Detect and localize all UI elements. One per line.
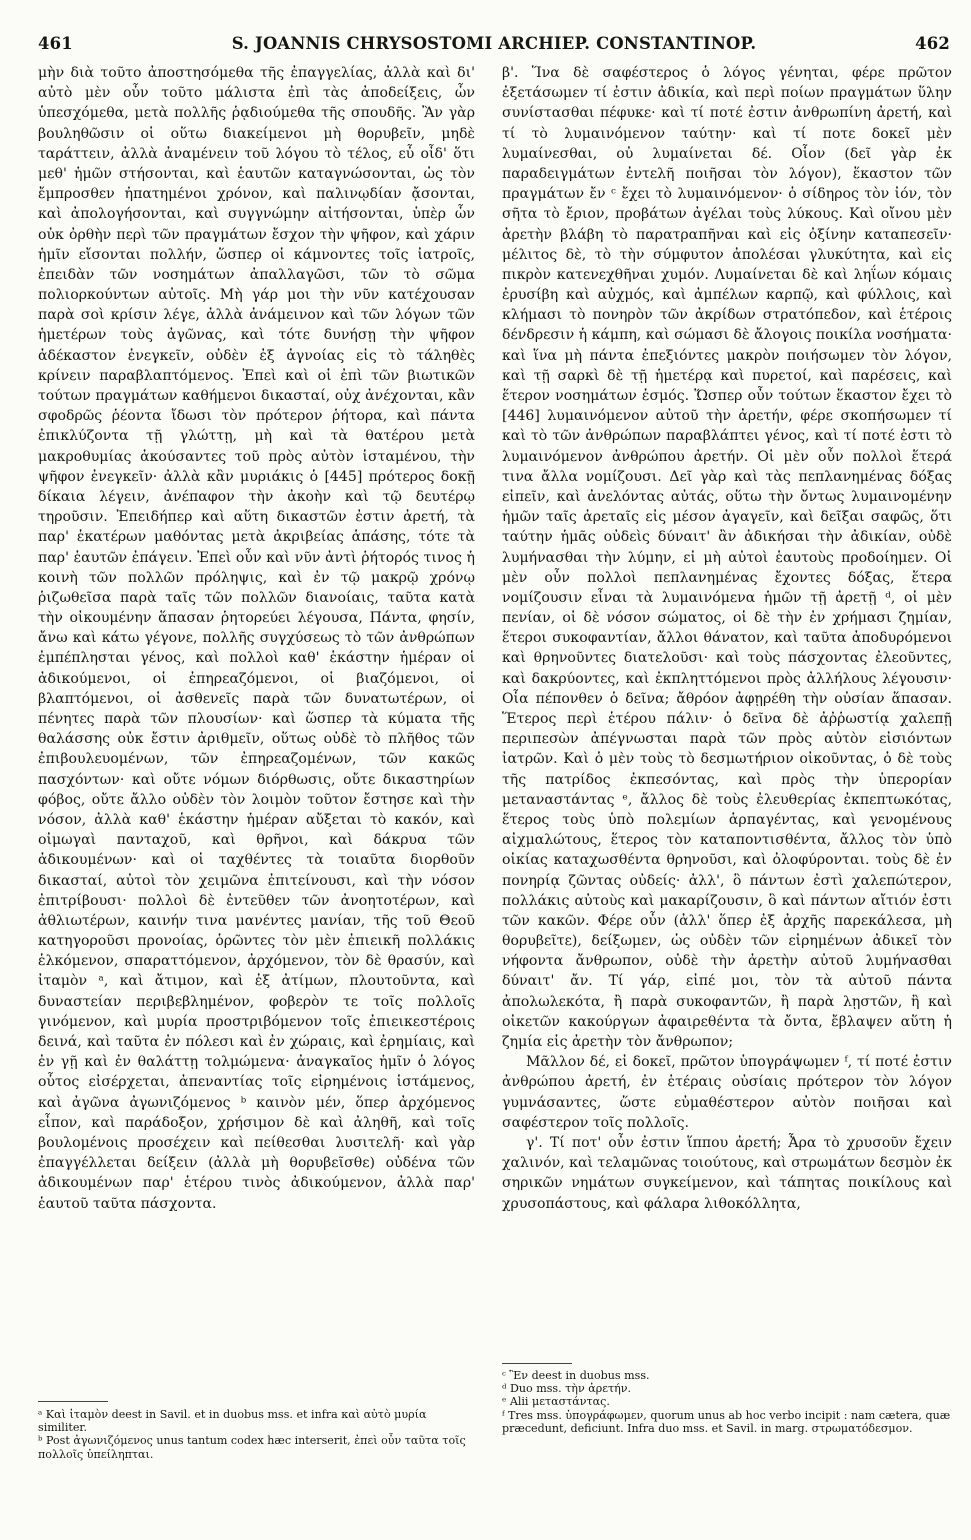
right-paragraph: β'. Ἵνα δὲ σαφέστερος ὁ λόγος γένηται, φέρε πρῶτον ἐξετάσωμεν τί ἐστιν ἀδικία, καὶ περὶ ποίων πραγμάτων ὕλην συνίστασθαι πέφυκε· καὶ τί ποτέ ἐστιν ἀνθρωπίνη ἀρετή, καὶ τί τὸ λυμαινόμενον ταύτην· καὶ τί ποτε δοκεῖ μὲν λυμαίνεσθαι, οὐ λυμαίνεται δέ. Οἷον (δεῖ γὰρ ἐκ παραδειγμάτων ἐντελῆ ποιῆσαι τὸν λόγον), ἕκαστον τῶν πραγμάτων ἔν ᶜ ἔχει τὸ λυμαινόμενον· ὁ σίδηρος τὸν ἰόν, τὸν σῆτα τὸ ἔριον, προβάτων ἀγέλαι τοὺς λύκους. Καὶ οἴνου μὲν ἀρετὴν βλάβη τὸ παρατραπῆναι καὶ εἰς ὀξίνην καταπεσεῖν· μέλιτος δὲ, τὸ τὴν σύμφυτον ἀπολέσαι γλυκύτητα, καὶ εἰς πικρὸν κατενεχθῆναι χυμόν. Λυμαίνεται δὲ καὶ ληΐων κόμαις ἐρυσίβη καὶ αὐχμός, καὶ ἀμπέλων καρπῷ, καὶ φύλλοις, καὶ κλήμασι τὸ πονηρὸν τῶν ἀκρίδων στρατόπεδον, καὶ ἑτέροις δένδρεσιν ἡ κάμπη, καὶ σώμασι δὲ ἄλογοις ποικίλα νοσήματα· καὶ ἵνα μὴ πάντα ἐπεξιόντες μακρὸν ποιήσωμεν τὸν λόγον, καὶ τῇ σαρκὶ δὲ τῇ ἡμετέρᾳ καὶ πυρετοί, καὶ παρέσεις, καὶ ἕτερον νοσημάτων ἑσμός. Ὥσπερ οὖν τούτων ἕκαστον ἔχει τὸ [446] λυμαινόμενον αὐτοῦ τὴν ἀρετήν, φέρε σκοπήσωμεν τί καὶ τὸ τῶν ἀνθρώπων παραβλάπτει γένος, καὶ τί ποτέ ἐστι τὸ λυμαινόμενον ἀνθρώπου ἀρετήν. Οἱ μὲν οὖν πολλοὶ ἕτερά τινα ἄλλα νομίζουσι. Δεῖ γὰρ καὶ τὰς πεπλανημένας δόξας εἰπεῖν, καὶ ἀνελόντας αὐτάς, οὕτω τὴν ὄντως λυμαινομένην ἡμῶν ταῖς ἀρεταῖς εἰς μέσον ἀγαγεῖν, καὶ δεῖξαι σαφῶς, ὅτι ταύτην ἡμᾶς οὐδεὶς δύναιτ' ἂν ἀδικήσαι τὴν ἀδικίαν, οὐδὲ λυμήνασθαι τὴν λύμην, εἰ μὴ αὐτοὶ ἑαυτοὺς προδοίημεν. Οἱ μὲν οὖν πολλοὶ πεπλανημένας ἔχοντες δόξας, ἕτερα νομίζουσιν εἶναι τὰ λυμαινόμενα ἡμῶν τῇ ἀρετῇ ᵈ, οἱ μὲν πενίαν, οἱ δὲ νόσον σώματος, οἱ δὲ τὴν ἐν χρήμασι ζημίαν, ἕτεροι συκοφαντίαν, ἄλλοι θάνατον, καὶ ταῦτα ἀποδυρόμενοι καὶ θρηνοῦντες διατελοῦσι· καὶ τοὺς πάσχοντας ἐλεοῦντες, καὶ δακρύοντες, καὶ ἐκπληττόμενοι πρὸς ἀλλήλους λέγουσιν· Οἷα πέπονθεν ὁ δεῖνα; ἄθρόον ἀφῃρέθη τὴν οὐσίαν ἅπασαν. Ἕτερος περὶ ἑτέρου πάλιν· ὁ δεῖνα δὲ ἀῤῥωστίᾳ χαλεπῇ περιπεσὼν ἀπέγνωσται παρὰ τῶν πρὸς αὐτὸν εἰσιόντων ἰατρῶν. Καὶ ὁ μὲν τοὺς τὸ δεσμωτήριον οἰκοῦντας, ὁ δὲ τοὺς τῆς πατρίδος ἐκπεσόντας, καὶ πρὸς τὴν ὑπερορίαν μεταναστάντας ᵉ, ἄλλος δὲ τοὺς ἐλευθερίας ἐκπεπτωκότας, ἕτερος τοὺς ὑπὸ πολεμίων ἁρπαγέντας, καὶ γενομένους αἰχμαλώτους, ἕτερος τὸν καταποντισθέντα, ἄλλος τὸν ὑπὸ οἰκίας καταχωσθέντα θρηνοῦσι, καὶ ὀλοφύρονται. τοὺς δὲ ἐν πονηρίᾳ ζῶντας οὐδείς· ἀλλ', ὃ πάντων ἐστὶ χαλεπώτερον, πολλάκις αὐτοὺς καὶ μακαρίζουσιν, ὃ καὶ πάντων αἴτιόν ἐστι τῶν κακῶν. Φέρε οὖν (ἀλλ' ὅπερ ἐξ ἀρχῆς παρεκάλεσα, μὴ θορυβεῖτε), δείξωμεν, ὡς οὐδὲν τῶν εἰρημένων ἀδικεῖ τὸν νήφοντα ἄνθρωπον, οὐδὲ τὴν ἀρετὴν αὐτοῦ λυμήνασθαι δύναιτ' ἄν. Τί γάρ, εἰπέ μοι, τὸν τὰ αὐτοῦ πάντα ἀπολωλεκότα, ἢ παρὰ συκοφαντῶν, ἢ παρὰ λῃστῶν, ἢ καὶ οἰκετῶν κακούργων ἀφαιρεθέντα τὰ ὄντα, ἔβλαψεν αὕτη ἡ ζημία εἰς ἀρετὴν τὸν ἄνθρωπον; — [502, 65, 952, 1050]
left-footnotes — [38, 1408, 475, 1461]
footnote-e: ᵉ Alii μεταστάντας. — [502, 1395, 610, 1409]
right-paragraph: Μᾶλλον δέ, εἰ δοκεῖ, πρῶτον ὑπογράψωμεν ᶠ, τί ποτέ ἐστιν ἀνθρώπου ἀρετή, ἐν ἑτέραις οὐσίαις πρότερον τὸν λόγον γυμνάσαντες, ὥστε εὐμαθέστερον αὐτὸν ποιῆσαι καὶ σαφέστερον τοῖς πολλοῖς. — [502, 1054, 952, 1131]
right-footnotes — [502, 1369, 952, 1435]
footnote-rule-right — [502, 1363, 572, 1364]
footnote-d: ᵈ Duo mss. τὴν ἀρετήν. — [502, 1382, 632, 1396]
running-header — [38, 34, 950, 58]
footnote-b: ᵇ Post ἀγωνιζόμενος unus tantum codex hæc interserit, ἐπεὶ οὖν ταῦτα τοῖς πολλοῖς ὑπείληπται. — [38, 1434, 466, 1461]
left-column-text: μὴν διὰ τοῦτο ἀποστησόμεθα τῆς ἐπαγγελίας, ἀλλὰ καὶ δι' αὐτὸ μὲν οὖν τοῦτο μάλιστα ἐπὶ τὰς ἀποδείξεις, ὧν ὑπεσχόμεθα, μετὰ πολλῆς ῥᾳδιούμεθα τῆς σπουδῆς. Ἂν γὰρ βουληθῶσιν οἱ οὕτω διακείμενοι μὴ θορυβεῖν, μηδὲ ταράττειν, ἀλλὰ ἀναμένειν τοῦ λόγου τὸ τέλος, εὖ οἶδ' ὅτι μεθ' ἡμῶν στήσονται, καὶ ἑαυτῶν καταγνώσονται, ὡς τὸν ἔμπροσθεν ἠπατημένοι χρόνον, καὶ παλινῳδίαν ᾄσονται, καὶ ἀπολογήσονται, καὶ συγγνώμην αἰτήσονται, ὑπὲρ ὧν οὐκ ὀρθὴν περὶ τῶν πραγμάτων ἔσχον τὴν ψῆφον, καὶ χάριν ἡμῖν εἴσονται πολλήν, ὥσπερ οἱ κάμνοντες τοῖς ἰατροῖς, ἐπειδὰν τῶν νοσημάτων ἀπαλλαγῶσι, τῶν τὸ σῶμα πολιορκούντων αὐτοῖς. Μὴ γάρ μοι τὴν νῦν κατέχουσαν παρὰ σοὶ κρίσιν λέγε, ἀλλὰ ἀνάμεινον καὶ τῶν λόγων τῶν ἡμετέρων τοὺς ἀγῶνας, καὶ τότε δυνήσῃ τὴν ψῆφον ἀδέκαστον ἐνεγκεῖν, οὐδὲν ἐξ ἀγνοίας εἰς τὸ τάληθὲς κρίνειν παραβλαπτόμενος. Ἐπεὶ καὶ οἱ ἐπὶ τῶν βιωτικῶν τούτων πραγμάτων καθήμενοι δικασταί, οὐχ ἀνέχονται, κἂν σφοδρῶς ῥέοντα ἴδωσι τὸν πρότερον ῥήτορα, καὶ πάντα ἐπικλύζοντα τῇ γλώττῃ, μὴ καὶ τὰ θατέρου μετὰ μακροθυμίας ἀκούσαντες τοῦ πρὸς αὐτὸν ἱσταμένου, τὴν ψῆφον ἐνεγκεῖν· ἀλλὰ κἂν μυριάκις ὁ [445] πρότερος δοκῇ δίκαια λέγειν, ἀνέπαφον τὴν ἀκοὴν καὶ τῷ δευτέρῳ τηροῦσιν. Ἐπειδήπερ καὶ αὕτη δικαστῶν ἐστιν ἀρετή, τὰ παρ' ἑκατέρων μαθόντας μετὰ ἀκριβείας ἁπάσης, τότε τὰ παρ' ἑαυτῶν ἐπάγειν. Ἐπεὶ οὖν καὶ νῦν ἀντὶ ῥήτορός τινος ἡ κοινὴ τῶν πολλῶν πρόληψις, καὶ ἐν τῷ μακρῷ χρόνῳ ῥιζωθεῖσα παρὰ ταῖς τῶν πολλῶν διανοίαις, ταῦτα κατὰ τὴν οἰκουμένην ἅπασαν ῥητορεύει λέγουσα, Πάντα, φησίν, ἄνω καὶ κάτω γέγονε, πολλῆς συγχύσεως τὸ τῶν ἀνθρώπων ἐμπέπλησται γένος, καὶ πολλοὶ καθ' ἑκάστην ἡμέραν οἱ ἀδικούμενοι, οἱ ἐπηρεαζόμενοι, οἱ βιαζόμενοι, οἱ βλαπτόμενοι, οἱ ἀσθενεῖς παρὰ τῶν δυνατωτέρων, οἱ πένητες παρὰ τῶν πλουσίων· καὶ ὥσπερ τὰ κύματα τῆς θαλάσσης οὐκ ἔστιν ἀριθμεῖν, οὕτως οὐδὲ τὸ πλῆθος τῶν ἐπιβουλευομένων, τῶν ἐπηρεαζομένων, τῶν κακῶς πασχόντων· καὶ οὔτε νόμων διόρθωσις, οὔτε δικαστηρίων φόβος, οὔτε ἄλλο οὐδὲν τὸν λοιμὸν τοῦτον ἔστησε καὶ τὴν νόσον, ἀλλὰ καθ' ἑκάστην ἡμέραν αὔξεται τὸ κακόν, καὶ οἰμωγαὶ πανταχοῦ, καὶ θρῆνοι, καὶ δάκρυα τῶν ἀδικουμένων· καὶ οἱ ταχθέντες τὰ τοιαῦτα διορθοῦν δικασταί, αὐτοὶ τὸν χειμῶνα ἐπιτείνουσι, καὶ τὴν νόσον ἐπιτρίβουσι· πολλοὶ δὲ ἐντεῦθεν τῶν ἀνοητοτέρων, καὶ ἀθλιωτέρων, καινήν τινα μανέντες μανίαν, τῆς τοῦ Θεοῦ κατηγοροῦσι προνοίας, ὁρῶντες τὸν μὲν ἐπιεικῆ πολλάκις ἑλκόμενον, σπαραττόμενον, ἀρχόμενον, τὸν δὲ θρασύν, καὶ ἰταμὸν ᵃ, καὶ ἄτιμον, καὶ ἐξ ἀτίμων, πλουτοῦντα, καὶ δυναστείαν περιβεβλημένον, φοβερὸν τε τοῖς πολλοῖς γινόμενον, καὶ μυρία προστριβόμενον τοῖς ἐπιεικεστέροις δεινά, καὶ ταῦτα ἐν πόλεσι καὶ ἐν χώραις, καὶ ἐρημίαις, καὶ ἐν γῇ καὶ ἐν θαλάττῃ τολμώμενα· ἀναγκαῖος ἡμῖν ὁ λόγος οὗτος εἰσέρχεται, ἀπεναντίας τοῖς εἰρημένοις ἱστάμενος, καὶ ἀγῶνα ἀγωνιζόμενος ᵇ καινὸν μέν, ὅπερ ἀρχόμενος εἶπον, καὶ παράδοξον, χρήσιμον δὲ καὶ ἀληθῆ, καὶ τοῖς βουλομένοις προσέχειν καὶ πείθεσθαι λυσιτελῆ· καὶ γὰρ ἐπαγγέλλεται δείξειν (ἀλλὰ μὴ θορυβεῖσθε) οὐδένα τῶν ἀδικουμένων παρ' ἑτέρου τινὸς ἀδικούμενον, ἀλλὰ παρ' ἑαυτοῦ ταῦτα πάσχοντα. — [38, 65, 475, 1212]
page-number-right: 462 — [915, 34, 950, 53]
footnote-a: ᵃ Καὶ ἰταμὸν deest in Savil. et in duobus mss. et infra καὶ αὐτὸ μυρία similiter. — [38, 1408, 427, 1435]
page-number-left: 461 — [38, 34, 73, 53]
running-title: S. JOANNIS CHRYSOSTOMI ARCHIEP. CONSTANTINOP. — [231, 34, 757, 53]
right-column — [502, 63, 952, 1214]
footnote-c: ᶜ Ἓν deest in duobus mss. — [502, 1369, 650, 1382]
footnote-rule-left — [38, 1401, 108, 1402]
right-paragraph: γ'. Τί ποτ' οὖν ἐστιν ἵππου ἀρετή; Ἆρα τὸ χρυσοῦν ἔχειν χαλινόν, καὶ τελαμῶνας τοιούτους, καὶ στρωμάτων δεσμὸν ἐκ σηρικῶν νημάτων συγκείμενον, καὶ τάπητας ποικίλους καὶ χρυσοπάστους, καὶ φάλαρα λιθοκόλλητα, — [502, 1134, 952, 1212]
footnote-f: ᶠ Tres mss. ὑπογράφωμεν, quorum unus ab hoc verbo incipit : nam cætera, quæ præcedunt, deficiunt. Infra duo mss. et Savil. in marg. στρωματόδεσμον. — [502, 1408, 951, 1435]
left-column — [38, 63, 475, 1214]
